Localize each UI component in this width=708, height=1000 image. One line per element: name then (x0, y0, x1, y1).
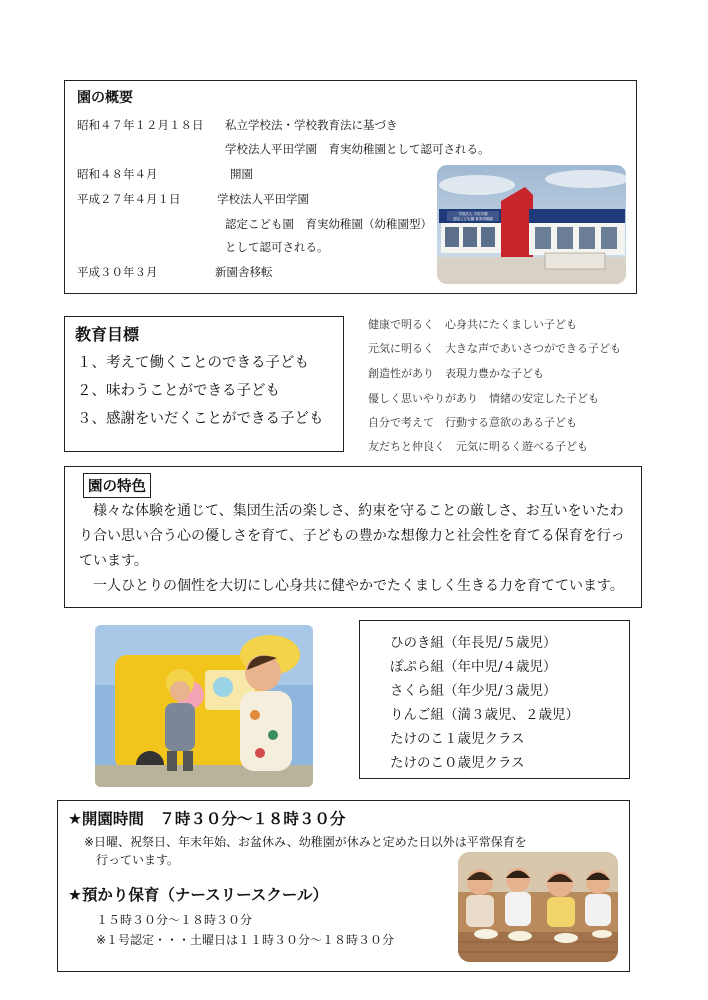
class-item: ひのき組（年長児/５歳児） (390, 635, 557, 651)
opening-hours-note: ※日曜、祝祭日、年末年始、お盆休み、幼稚園が休みと定めた日以外は平常保育を (84, 835, 527, 849)
goal-item: ３、感謝をいだくことができる子ども (77, 411, 324, 427)
classes-section (359, 620, 630, 779)
history-text: 学校法人平田学園 (217, 192, 309, 206)
goal-item: １、考えて働くことのできる子ども (77, 355, 309, 371)
features-text-line: 様々な体験を通じて、集団生活の楽しさ、約束を守ることの厳しさ、お互いをいたわ (79, 503, 624, 519)
history-date: 昭和４８年４月 (77, 167, 158, 181)
overview-title: 園の概要 (77, 90, 133, 106)
goals-title: 教育目標 (75, 325, 140, 344)
trait-item: 自分で考えて 行動する意欲のある子ども (368, 416, 577, 429)
history-text: として認可される。 (225, 240, 329, 254)
class-item: たけのこ０歳児クラス (390, 755, 525, 771)
building-sign-line2: 認定こども園 育実幼稚園 (453, 217, 493, 221)
features-title: 園の特色 (83, 473, 151, 498)
opening-hours-title: ★開園時間 ７時３０分～１８時３０分 (68, 810, 346, 828)
history-date: 平成３０年３月 (77, 265, 158, 279)
children-playing-photo (95, 625, 313, 787)
history-text: 新園舎移転 (215, 265, 273, 279)
building-sign-line1: 学校法人 平田学園 (458, 212, 488, 216)
history-text: 学校法人平田学園 育実幼稚園として認可される。 (225, 142, 490, 156)
history-text: 開園 (230, 167, 253, 181)
trait-item: 健康で明るく 心身共にたくましい子ども (368, 318, 577, 331)
kindergarten-building-photo (437, 165, 626, 284)
trait-item: 創造性があり 表現力豊かな子ども (368, 367, 544, 380)
history-text: 認定こども園 育実幼稚園（幼稚園型） (225, 217, 432, 231)
nursery-time: １５時３０分～１８時３０分 (96, 913, 253, 927)
features-section (64, 466, 642, 608)
history-date: 昭和４７年１２月１８日 (77, 118, 204, 132)
eating-illustration (458, 852, 618, 962)
features-text-line: 一人ひとりの個性を大切にし心身共に健やかでたくましく生きる力を育てています。 (79, 578, 624, 594)
class-item: さくら組（年少児/３歳児） (390, 683, 557, 699)
building-illustration (437, 165, 626, 284)
class-item: りんご組（満３歳児、２歳児） (390, 707, 579, 723)
children-eating-photo (458, 852, 618, 962)
children-illustration (95, 625, 313, 787)
features-text-line: り合い思い合う心の優しさを育て、子どもの豊かな想像力と社会性を育てる保育を行っ (79, 528, 625, 544)
nursery-title: ★預かり保育（ナースリースクール） (68, 886, 329, 904)
trait-item: 友だちと仲良く 元気に明るく遊べる子ども (368, 440, 588, 453)
history-text: 私立学校法・学校教育法に基づき (225, 118, 398, 132)
features-text-line: ています。 (79, 553, 148, 569)
class-item: たけのこ１歳児クラス (390, 731, 525, 747)
trait-item: 優しく思いやりがあり 情緒の安定した子ども (368, 392, 599, 405)
class-item: ぽぷら組（年中児/４歳児） (390, 659, 557, 675)
history-date: 平成２７年４月１日 (77, 192, 181, 206)
trait-item: 元気に明るく 大きな声であいさつができる子ども (368, 342, 621, 355)
nursery-note: ※１号認定・・・土曜日は１１時３０分～１８時３０分 (96, 933, 395, 947)
goal-item: ２、味わうことができる子ども (77, 383, 280, 399)
education-goals-section (64, 316, 344, 452)
opening-hours-note: 行っています。 (96, 853, 180, 867)
